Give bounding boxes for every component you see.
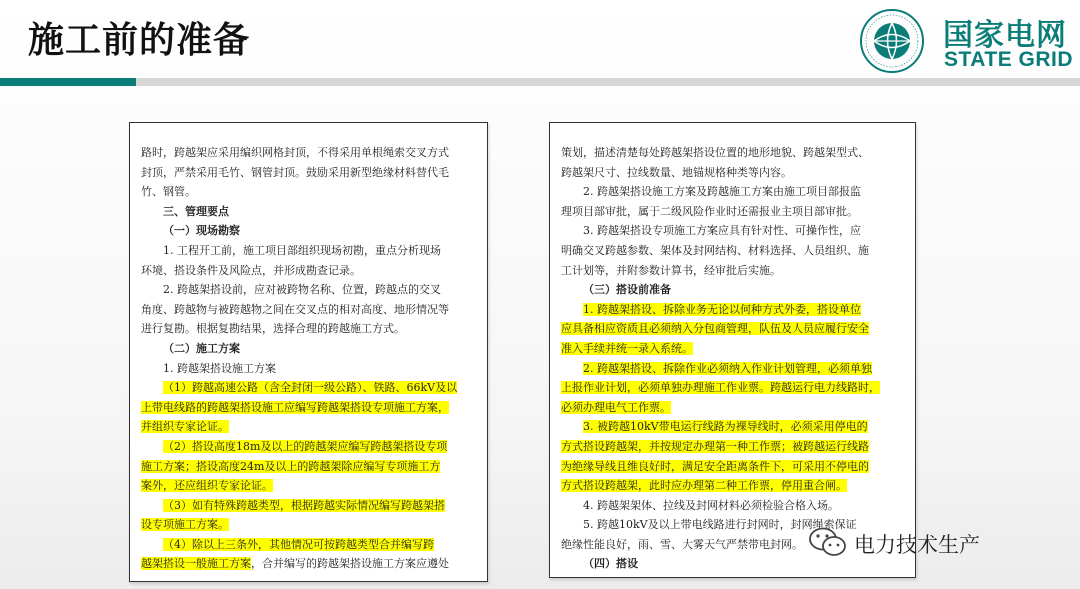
slide-title: 施工前的准备: [28, 20, 251, 61]
text-line: 明确交叉跨越参数、架体及封网结构、材料选择、人员组织、施: [561, 243, 869, 257]
text-line: 越架搭设一般施工方案，合并编写的跨越架搭设施工方案应遵处: [141, 557, 449, 571]
highlighted-text: 方式搭设跨越架，此时应办理第二种工作票，停用重合闸。: [561, 479, 847, 493]
text-line: [561, 476, 906, 496]
text-line: 环境、搭设条件及风险点，并形成勘查记录。: [141, 263, 361, 277]
highlighted-text: 准入手续并统一录入系统。: [561, 341, 693, 355]
highlighted-text: 越架搭设一般施工方案: [141, 557, 251, 571]
text-line: [141, 378, 478, 398]
text-line: 封顶，严禁采用毛竹、钢管封顶。鼓励采用新型绝缘材料替代毛: [141, 165, 449, 179]
highlighted-text: 上带电线路的跨越架搭设施工应编写跨越架搭设专项施工方案，: [141, 400, 449, 414]
text-line: 角度、跨越物与被跨越物之间在交叉点的相对高度、地形情况等: [141, 302, 449, 316]
text-line: 4. 跨越架架体、拉线及封网材料必须检验合格入场。: [583, 498, 839, 512]
highlighted-text: 必须办理电气工作票。: [561, 400, 671, 414]
document-page-left: [129, 122, 488, 582]
highlighted-text: 并组织专家论证。: [141, 420, 229, 434]
text-line: [561, 339, 906, 359]
text-line: [561, 359, 906, 379]
state-grid-logo: [857, 8, 1077, 74]
text-line: [141, 535, 478, 555]
highlighted-text: 应具备相应资质且必须纳入分包商管理，队伍及人员应履行安全: [561, 322, 869, 336]
highlighted-text: （1）跨越高速公路（含全封闭一级公路）、铁路、66kV及以: [163, 381, 458, 395]
highlighted-text: （4）除以上三条外，其他情况可按跨越类型合并编写跨: [163, 537, 434, 551]
section-heading: （一）现场勘察: [163, 224, 240, 238]
state-grid-emblem-icon: [857, 8, 927, 74]
text-line: 路时，跨越架应采用编织网格封顶，不得采用单根绳索交叉方式: [141, 146, 449, 159]
text-line: 工计划等，并附参数计算书，经审批后实施。: [561, 263, 781, 277]
text-line: [141, 457, 478, 477]
text-line: 进行复勘。根据复勘结果，选择合理的跨越施工方式。: [141, 322, 405, 336]
text-line: [561, 300, 906, 320]
wechat-icon: [808, 526, 848, 558]
text-line: [141, 437, 478, 457]
text-line: [141, 398, 478, 418]
highlighted-text: 方式搭设跨越架，并按规定办理第一种工作票；被跨越运行线路: [561, 439, 869, 453]
document-page-right: [549, 122, 916, 578]
text-line: 2. 跨越架搭设施工方案及跨越施工方案由施工项目部报监: [583, 185, 861, 199]
text-line: 2. 跨越架搭设前，应对被跨物名称、位置，跨越点的交叉: [163, 283, 441, 297]
text-line: 竹、钢管。: [141, 185, 196, 199]
text-line: 1. 跨越架搭设施工方案: [163, 361, 276, 375]
text-line: 理项目部审批，属于二级风险作业时还需报业主项目部审批。: [561, 204, 858, 218]
highlighted-text: 设专项施工方案。: [141, 518, 229, 532]
text-line: 3. 跨越架搭设专项施工方案应具有针对性、可操作性，应: [583, 224, 861, 238]
section-heading: （三）搭设前准备: [583, 283, 671, 297]
highlighted-text: 案外，还应组织专家论证。: [141, 479, 273, 493]
highlighted-text: 上报作业计划，必须单独办理施工作业票。跨越运行电力线路时，: [561, 381, 880, 395]
highlighted-text: （3）如有特殊跨越类型，根据跨越实际情况编写跨越架搭: [163, 498, 445, 512]
highlighted-text: 2. 跨越架搭设、拆除作业必须纳入作业计划管理，必须单独: [583, 361, 872, 375]
header-divider: [0, 78, 1080, 86]
highlighted-text: 3. 被跨越10kV带电运行线路为裸导线时，必须采用停电的: [583, 420, 868, 434]
section-heading: （二）施工方案: [163, 341, 240, 355]
text-line: 1. 工程开工前，施工项目部组织现场初勘，重点分析现场: [163, 243, 441, 257]
text-line: [141, 496, 478, 516]
highlighted-text: 为绝缘导线且维良好时，满足安全距离条件下，可采用不停电的: [561, 459, 869, 473]
text-line: [561, 417, 906, 437]
text-line: 策划，描述清楚每处跨越架搭设位置的地形地貌、跨越架型式、: [561, 146, 869, 159]
highlighted-text: 施工方案；搭设高度24m及以上的跨越架除应编写专项施工方: [141, 459, 441, 473]
watermark-text: 电力技术生产: [854, 533, 980, 557]
right-page-text: [561, 143, 906, 574]
left-page-text: [141, 143, 478, 574]
text-line: [141, 515, 478, 535]
highlighted-text: 1. 跨越架搭设、拆除业务无论以何种方式外委，搭设单位: [583, 302, 861, 316]
text-line: 5. 跨越10kV及以上带电线路进行封网时，封网绳索保证: [583, 518, 857, 532]
text-line: 绝缘性能良好，雨、雪、大雾天气严禁带电封网。: [561, 537, 803, 551]
text-line: [561, 437, 906, 457]
text-line: [141, 476, 478, 496]
logo-english-text: STATE GRID: [944, 48, 1074, 71]
logo-chinese-text: 国家电网: [943, 18, 1067, 53]
text-line: [561, 319, 906, 339]
text-line: 跨越架尺寸、拉线数量、地锚规格种类等内容。: [561, 165, 792, 179]
highlighted-text: （2）搭设高度18m及以上的跨越架应编写跨越架搭设专项: [163, 439, 448, 453]
header-accent: [0, 78, 136, 86]
text-line: [561, 378, 906, 398]
source-watermark: [808, 526, 1058, 560]
text-line: [561, 457, 906, 477]
section-heading: 三、管理要点: [163, 204, 229, 218]
section-heading: （四）搭设: [583, 557, 638, 571]
text-line: [561, 398, 906, 418]
text-line: [141, 417, 478, 437]
